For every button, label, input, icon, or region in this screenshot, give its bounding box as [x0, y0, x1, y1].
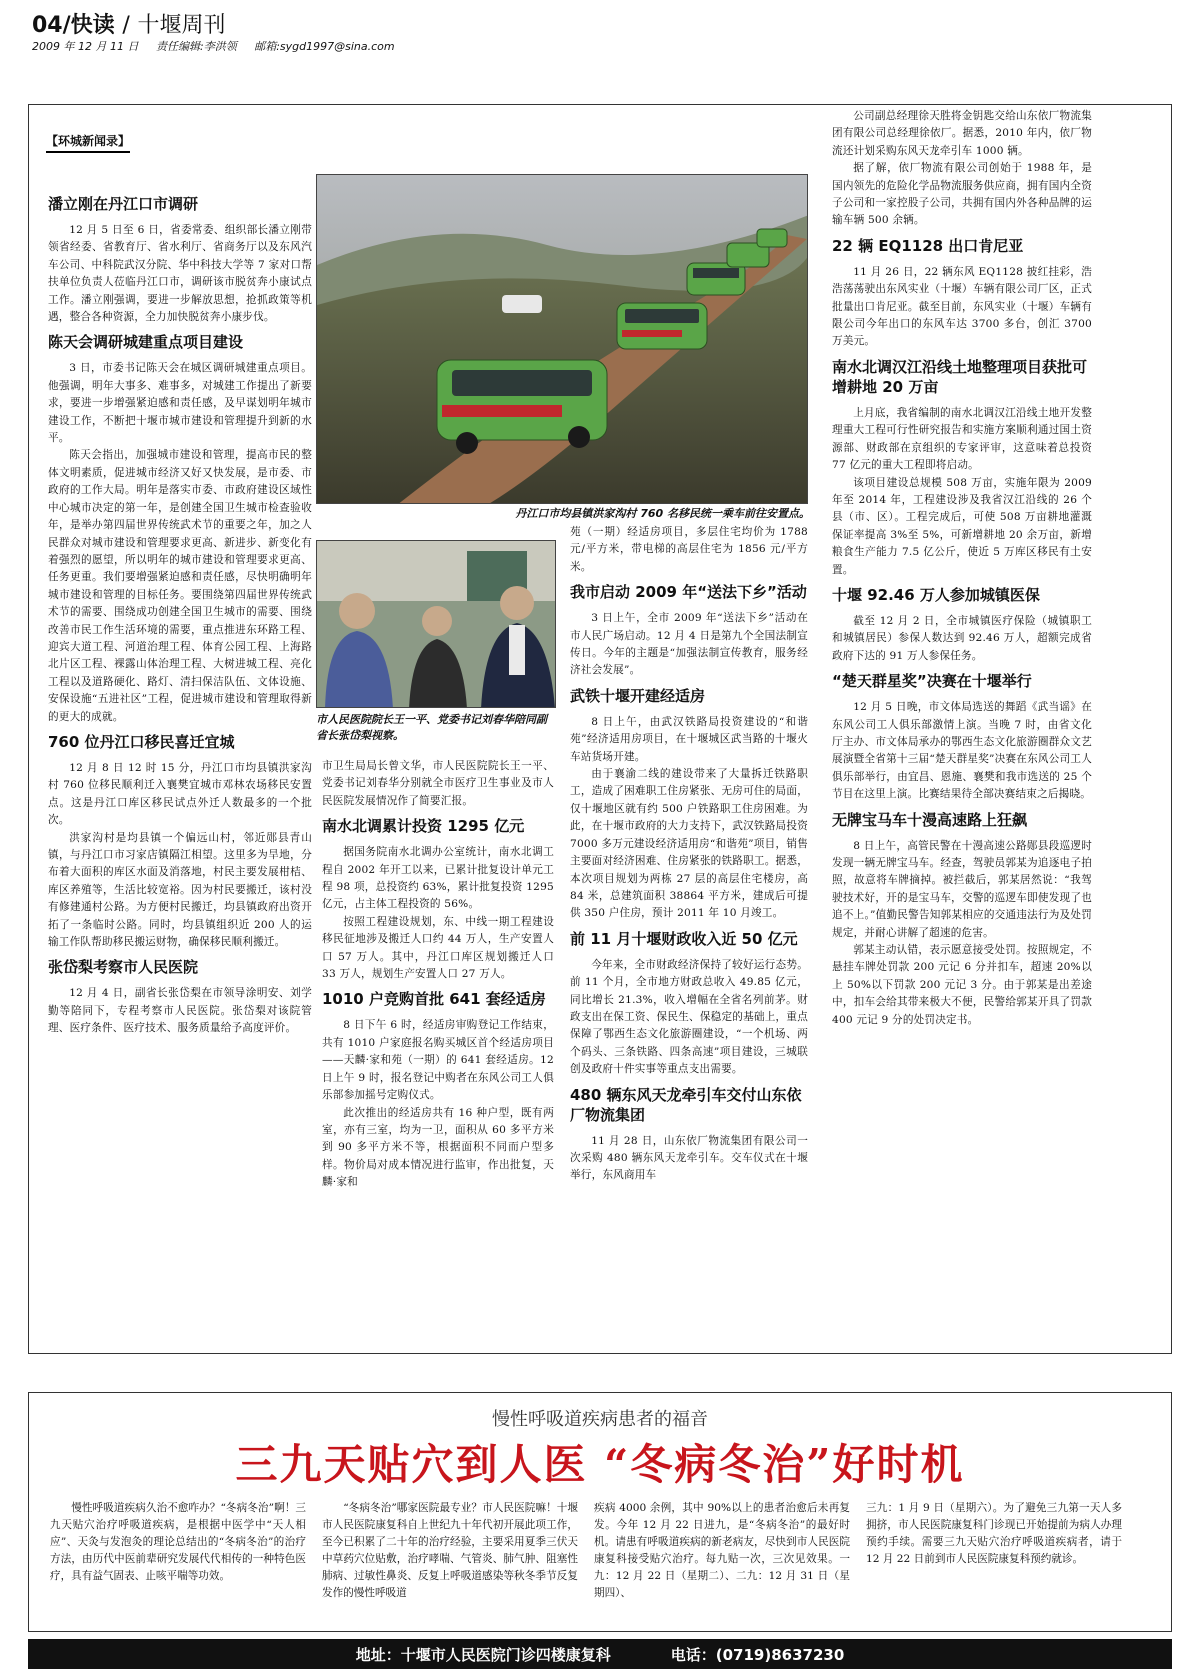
article-paragraph: 市卫生局局长曾文华，市人民医院院长王一平、党委书记刘春华分别就全市医疗卫生事业及市人民医院发展情况作了简要汇报。 [322, 760, 554, 807]
ad-text-col-4: 三九：1 月 9 日（星期六）。为了避免三九第一天人多拥挤，市人民医院康复科门诊现已开始提前为病人办理预约手续。需要三九天贴穴治疗呼吸道疾病者，请于 12 月 22 日前到市人民医院康复科预约就诊。 [866, 1502, 1122, 1565]
article-headline: 南水北调汉江沿线土地整理项目获批可增耕地 20 万亩 [832, 357, 1088, 396]
article-paragraph: 此次推出的经适房共有 16 种户型，既有两室，亦有三室，均为一卫，面积从 60 多平方米到 90 多平方米不等，根据面积不同而户型多样。物价局对成本情况进行监审，作出批复，天麟·家和 [322, 1106, 554, 1189]
article-paragraph: 11 月 26 日，22 辆东风 EQ1128 披红挂彩，浩浩荡荡驶出东风实业（十堰）车辆有限公司厂区，正式批量出口肯尼亚。截至目前，东风实业（十堰）车辆有限公司今年出口的东风车达 3700 多台，创汇 3700 万美元。 [832, 265, 1092, 348]
footer-address: 地址：十堰市人民医院门诊四楼康复科 [355, 1645, 611, 1664]
article-paragraph: 据国务院南水北调办公室统计，南水北调工程自 2002 年开工以来，已累计批复设计单元工程 98 项，总投资约 63%，累计批复投资 1295 亿元，占主体工程投资的 56%。 [322, 846, 554, 911]
article-headline: 十堰 92.46 万人参加城镇医保 [832, 585, 1040, 604]
column-3 [570, 524, 808, 1350]
article-paragraph: 3 日，市委书记陈天会在城区调研城建重点项目。他强调，明年大事多、难事多，对城建工作提出了新要求，要进一步增强紧迫感和责任感，及早谋划明年城市建设工作，不断把十堰市城市建设和管理提升到新的水平。 [48, 362, 312, 445]
article-headline: 760 位丹江口移民喜迁宜城 [48, 732, 235, 751]
ad-text-col-2: “冬病冬治”哪家医院最专业？市人民医院嘛！十堰市人民医院康复科自上世纪九十年代初开展此项工作，至今已积累了二十年的治疗经验，主要采用夏季三伏天中草药穴位贴敷，治疗哮喘、气管炎、肺气肿、阻塞性肺病、过敏性鼻炎、反复上呼吸道感染等秋冬季节反复发作的慢性呼吸道 [322, 1502, 578, 1599]
email: 邮箱:sygd1997@sina.com [254, 40, 395, 53]
article-headline: 陈天会调研城建重点项目建设 [48, 333, 244, 352]
article-paragraph: 洪家沟村是均县镇一个偏远山村，邻近郧县青山镇，与丹江口市习家店镇隔江相望。这里多为旱地，分布着大面积的库区水面及消落地，村民主要发展柑桔、库区养殖等，生活比较宽裕。因为村民要搬迁，该村没有修建通村公路。为方便村民搬迁，均县镇政府出资开拓了一条临时公路。同时，均县镇组织近 200 人的运输工作队帮助移民搬运财物，确保移民顺利搬迁。 [48, 831, 312, 949]
hospital-visit-illustration [317, 541, 556, 708]
column-2 [322, 758, 554, 1350]
ad-kicker: 慢性呼吸道疾病患者的福音 [492, 1409, 708, 1430]
article-headline: 南水北调累计投资 1295 亿元 [322, 817, 525, 836]
article-headline: 张岱梨考察市人民医院 [48, 958, 199, 977]
photo-hospital-visit [316, 540, 556, 708]
article-paragraph: 该项目建设总规模 508 万亩，实施年限为 2009 年至 2014 年，工程建设涉及我省汉江沿线的 26 个县（市、区）。工程完成后，可使 508 万亩耕地灌溉保证率提高 3%至 5%，可新增耕地 20 余万亩，新增粮食生产能力 7.5 亿公斤，使近 5 万库区移民有土安置。 [832, 476, 1092, 576]
article-paragraph: 8 日上午，高管民警在十漫高速公路郧县段巡逻时发现一辆无牌宝马车。经查，驾驶员郭某为追逐电子拍照，故意将车牌摘掉。被拦截后，郭某居然说：“我驾驶技术好，开的是宝马车，交警的巡逻车即使发现了也追不上。”值勤民警告知郭某相应的交通违法行为及处罚规定，并耐心讲解了超速的危害。 [832, 839, 1092, 939]
section-tag: 【环城新闻录】 [46, 132, 130, 153]
column-4 [832, 108, 1092, 1350]
ad-text-col-1: 慢性呼吸道疾病久治不愈咋办？“冬病冬治”啊！三九天贴穴治疗呼吸道疾病，是根据中医学中“天人相应”、天灸与发泡灸的理论总结出的“冬病冬治”的治疗方法，由历代中医前辈研究发展代代相传的一种特色医疗，具有益气固表、止咳平喘等功效。 [50, 1502, 306, 1582]
article-paragraph: 上月底，我省编制的南水北调汉江沿线土地开发整理重大工程可行性研究报告和实施方案顺利通过国土资源部、财政部在京组织的专家评审，这意味着总投资 77 亿元的重大工程即将启动。 [832, 406, 1092, 472]
article-headline: 我市启动 2009 年“送法下乡”活动 [570, 583, 807, 602]
ad-text-col-3: 疾病 4000 余例，其中 90%以上的患者治愈后未再复发。今年 12 月 22 日进九，是“冬病冬治”的最好时机。请患有呼吸道疾病的新老病友，尽快到市人民医院康复科接受贴穴治疗。每九贴一次，三次见效果。一九：12 月 22 日（星期二）、二九：12 月 31 日（星期四）、 [594, 1502, 850, 1599]
article-headline: 480 辆东风天龙牵引车交付山东依厂物流集团 [570, 1085, 802, 1124]
photo1-caption: 丹江口市均县镇洪家沟村 760 名移民统一乘车前往安置点。 [515, 507, 810, 520]
article-headline: 无牌宝马车十漫高速路上狂飙 [832, 810, 1028, 829]
article-headline: 武铁十堰开建经适房 [570, 686, 706, 705]
article-paragraph: 公司副总经理徐天胜将金钥匙交给山东依厂物流集团有限公司总经理徐依厂。据悉，2010 年内，依厂物流还计划采购东风天龙牵引车 1000 辆。 [832, 110, 1092, 157]
masthead-info [32, 38, 409, 54]
photo-bus-convoy [316, 174, 808, 504]
article-headline: 22 辆 EQ1128 出口肯尼亚 [832, 236, 1024, 255]
article-paragraph: 12 月 8 日 12 时 15 分，丹江口市均县镇洪家沟村 760 位移民顺利迁入襄樊宜城市邓林农场移民安置点。这是丹江口库区移民试点外迁人数最多的一个批次。 [48, 761, 312, 827]
article-headline: 潘立刚在丹江口市调研 [48, 195, 199, 213]
article-paragraph: 12 月 4 日，副省长张岱梨在市领导涂明安、刘学勤等陪同下，专程考察市人民医院。张岱梨对该院管理、医疗条件、医疗技术、服务质量给予高度评价。 [48, 987, 312, 1035]
article-paragraph: 郭某主动认错，表示愿意接受处罚。按照规定，不悬挂车牌处罚款 200 元记 6 分并扣车，超速 20%以上 50%以下罚款 200 元记 3 分。由于郭某是出差途中，扣车会给其带来极大不便，民警给郭某开具了罚款 400 元记 9 分的处罚决定书。 [832, 944, 1092, 1026]
article-paragraph: 11 月 28 日，山东依厂物流集团有限公司一次采购 480 辆东风天龙牵引车。交车仪式在十堰举行，东风商用车 [570, 1134, 808, 1182]
article-headline: “楚天群星奖”决赛在十堰举行 [832, 672, 1032, 691]
editor: 责任编辑:李洪领 [155, 40, 237, 53]
page-number: 04/ [32, 13, 71, 38]
ad-headline: 三九天贴穴到人医 “冬病冬治”好时机 [235, 1440, 965, 1489]
article-paragraph: 12 月 5 日至 6 日，省委常委、组织部长潘立刚带领省经委、省教育厅、省水利厅、省商务厅以及东风汽车公司、中科院武汉分院、华中科技大学等 7 家对口帮扶单位负责人莅临丹江口市，调研该市脱贫奔小康试点工作。潘立刚强调，要进一步解放思想，抢抓政策等机遇，整合各种资源，全力加快脱贫奔小康步伐。 [48, 224, 312, 324]
article-paragraph: 8 日上午，由武汉铁路局投资建设的“和谐苑”经济适用房项目，在十堰城区武当路的十堰火车站货场开建。 [570, 715, 808, 763]
article-paragraph: 截至 12 月 2 日，全市城镇医疗保险（城镇职工和城镇居民）参保人数达到 92.46 万人，超额完成省政府下达的 91 万人参保任务。 [832, 614, 1092, 662]
article-paragraph: 按照工程建设规划，东、中线一期工程建设移民征地涉及搬迁人口约 44 万人，生产安置人口 57 万人。其中，丹江口库区规划搬迁人口 33 万人，规划生产安置人口 27 万人。 [322, 915, 554, 981]
article-paragraph: 12 月 5 日晚，市文体局选送的舞蹈《武当谣》在东风公司工人俱乐部激情上演。当晚 7 时，由省文化厅主办、市文体局承办的鄂西生态文化旅游圈群众文艺展演暨全省第十三届“楚天群星奖”决赛在东风公司工人俱乐部举行，由宜昌、恩施、襄樊和我市选送的 25 个节目在这里上演。比赛结果待全部决赛结束之后揭晓。 [832, 701, 1092, 801]
article-paragraph: 陈天会指出，加强城市建设和管理，提高市民的整体文明素质，促进城市经济又好又快发展，是市委、市政府的工作大局。明年是落实市委、市政府建设区域性中心城市决定的第一年，是创建全国卫生城市检查验收年，是举办第四届世界传统武术节的重要之年，加之人民群众对城市建设和管理要求更高、新进步、新变化有着强烈的愿望，所以明年的城市建设和管理要求更高、任务更重。我们要增强紧迫感和责任感，尽快明确明年城市建设和管理的目标任务。要围绕第四届世界传统武术节的需要、围绕成功创建全国卫生城市的需要、围绕改善市民工作生活环境的需要，重点推进东环路工程、迎宾大道工程、河道治理工程、体育公园工程、上海路北片区工程、裸露山体治理工程、大树进城工程、亮化工程以及道路硬化、路灯、清扫保洁队伍、文体设施、安保设施“五进社区”工程，促进城市建设和管理取得新的更大的成就。 [48, 449, 312, 723]
separator: / [122, 13, 130, 38]
bus-convoy-illustration [317, 175, 808, 504]
article-paragraph: 今年来，全市财政经济保持了较好运行态势。前 11 个月，全市地方财政总收入 49.85 亿元，同比增长 21.3%，收入增幅在全省名列前茅。财政支出在保工资、保民生、保稳定的基础上，重点保障了鄂西生态文化旅游圈建设，“一个机场、两个码头、三条铁路、四条高速”项目建设，三城联创及政府十件实事等重点支出需要。 [570, 958, 808, 1076]
article-headline: 1010 户竞购首批 641 套经适房 [322, 990, 546, 1009]
footer-bar [28, 1639, 1172, 1669]
column-1 [48, 188, 312, 1350]
paper-name: 十堰周刊 [137, 13, 226, 38]
article-headline: 前 11 月十堰财政收入近 50 亿元 [570, 929, 798, 948]
issue-date: 2009 年 12 月 11 日 [32, 40, 139, 53]
article-paragraph: 据了解，依厂物流有限公司创始于 1988 年，是国内领先的危险化学品物流服务供应商，拥有国内全资子公司和一家控股子公司，共拥有国内外各种品牌的运输车辆 500 余辆。 [832, 162, 1092, 227]
article-paragraph: 苑（一期）经适房项目，多层住宅均价为 1788 元/平方米，带电梯的高层住宅为 1856 元/平方米。 [570, 526, 808, 573]
article-paragraph: 3 日上午，全市 2009 年“送法下乡”活动在市人民广场启动。12 月 4 日是第九个全国法制宣传日。今年的主题是“加强法制宣传教育，服务经济社会发展”。 [570, 612, 808, 677]
footer-phone: 电话：(0719)8637230 [670, 1645, 845, 1664]
article-paragraph: 8 日下午 6 时，经适房审购登记工作结束，共有 1010 户家庭报名购买城区首个经适房项目——天麟·家和苑（一期）的 641 套经适房。12 日上午 9 时，报名登记中购者在东风公司工人俱乐部参加摇号定购仪式。 [322, 1019, 554, 1102]
photo2-caption: 市人民医院院长王一平、党委书记刘春华陪同副省长张岱梨视察。 [316, 713, 547, 742]
section-name: 快读 [70, 13, 115, 38]
masthead-title [32, 8, 225, 39]
article-paragraph: 由于襄渝二线的建设带来了大量拆迁铁路职工，造成了困难职工住房紧张、无房可住的局面，仅十堰地区就有约 500 户铁路职工住房困难。为此，在十堰市政府的大力支持下，武汉铁路局投资 7000 多万元建设经济适用房“和谐苑”项目，销售主要面对经济困难、住房紧张的铁路职工。据悉，本次项目规划为两栋 27 层的高层住宅楼房，高 84 米，总建筑面积 38864 平方米，建成后可提供 350 户住房，预计 2011 年 10 月竣工。 [570, 768, 808, 920]
